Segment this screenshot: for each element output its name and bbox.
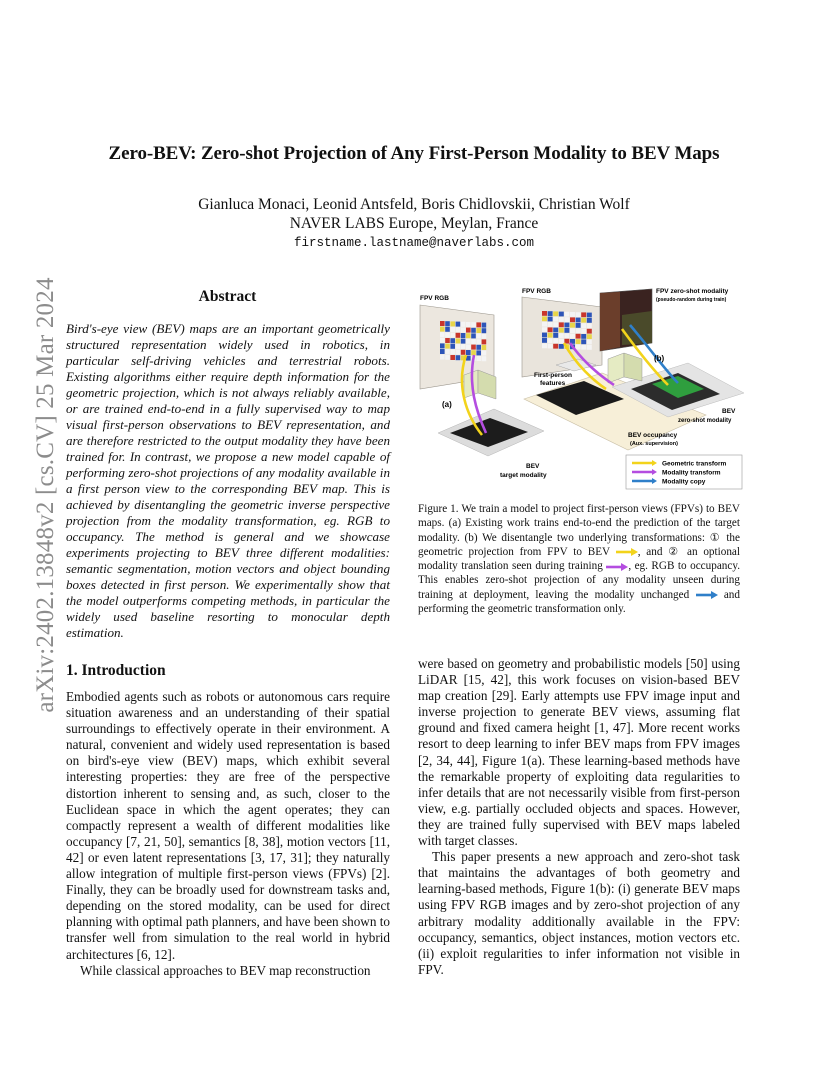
- caption-part-3: , eg. RGB to occupancy. This enables zero-shot projection of any modality unseen during training at deployment, leaving the modality unchanged: [418, 560, 741, 601]
- zero-shot-wall: [600, 292, 620, 351]
- authors: Gianluca Monaci, Leonid Antsfeld, Boris Chidlovskii, Christian Wolf: [198, 196, 630, 213]
- checker-cell: [576, 345, 581, 350]
- checker-cell: [456, 350, 461, 355]
- figure-caption: [418, 502, 740, 616]
- label-aux-supervision: (Aux. supervision): [630, 441, 678, 447]
- checker-cell: [548, 311, 553, 316]
- checker-cell: [476, 339, 481, 344]
- checker-cell: [570, 323, 575, 328]
- checker-cell: [581, 323, 586, 328]
- checker-cell: [471, 328, 476, 333]
- checker-cell: [542, 311, 547, 316]
- checker-cell: [581, 329, 586, 334]
- checker-cell: [587, 323, 592, 328]
- checker-cell: [466, 328, 471, 333]
- checker-cell: [570, 317, 575, 322]
- affiliation: NAVER LABS Europe, Meylan, France: [289, 215, 539, 232]
- checker-cell: [587, 318, 592, 323]
- checker-cell: [471, 322, 476, 327]
- abstract-text: Bird's-eye view (BEV) maps are an important geometrically structured representation widely used in robotics, in particular self-driving vehicles and terrestrial robots. Existing algorithms either require depth information for the geometric projection, which is not always reliably available, or are trained end-to-end in a fully supervised way to map visual first-person observations to BEV representation, and are therefore restricted to the output modality they have been trained for. In contrast, we propose a new model capable of performing zero-shot projections of any modality available in a first person view to the corresponding BEV map. This is achieved by disentangling the geometric inverse perspective projection from the modality transformation, eg. RGB to occupancy. The method is general and we showcase experiments projecting to BEV three different modalities: semantic segmentation, motion vectors and object bounding boxes detected in first person. We experimentally show that the model outperforms competing methods, in particular the widely used baseline resorting to monocular depth estimation.: [66, 321, 390, 640]
- checker-cell: [440, 338, 445, 343]
- checker-cell: [476, 356, 481, 361]
- checker-cell: [466, 339, 471, 344]
- left-column: [66, 689, 390, 979]
- checker-cell: [581, 334, 586, 339]
- checker-cell: [559, 333, 564, 338]
- checker-cell: [482, 345, 487, 350]
- checker-cell: [471, 350, 476, 355]
- label-zero-shot-modality: zero-shot modality: [678, 418, 732, 424]
- checker-cell: [461, 344, 466, 349]
- checker-cell: [576, 334, 581, 339]
- section-heading-introduction: 1. Introduction: [66, 662, 166, 679]
- caption-part-4: and performing the geometric transformation only.: [418, 588, 740, 616]
- label-b: (b): [654, 354, 665, 363]
- purple-arrow-icon: [606, 563, 628, 571]
- label-fpv-rgb-mid: FPV RGB: [522, 288, 551, 295]
- checker-cell: [445, 349, 450, 354]
- checker-cell: [564, 333, 569, 338]
- author-block: [0, 195, 828, 233]
- checker-cell: [559, 312, 564, 317]
- checker-cell: [564, 312, 569, 317]
- caption-part-1: Figure 1. We train a model to project first-person views (FPVs) to BEV maps. (a) Existing work trains end-to-end the prediction of the target modality. (b) We disentangle two underlying transformations: ① the geometric projection from FPV to BEV: [418, 503, 740, 558]
- checker-cell: [456, 355, 461, 360]
- yellow-arrow-icon: [616, 548, 638, 556]
- checker-cell: [581, 312, 586, 317]
- checker-cell: [445, 332, 450, 337]
- checker-cell: [581, 345, 586, 350]
- checker-cell: [548, 333, 553, 338]
- checker-cell: [466, 350, 471, 355]
- checker-cell: [476, 322, 481, 327]
- checker-cell: [542, 327, 547, 332]
- intro-paragraph-2: While classical approaches to BEV map reconstruction: [80, 962, 371, 978]
- checker-cell: [559, 322, 564, 327]
- checker-cell: [570, 312, 575, 317]
- checker-cell: [553, 322, 558, 327]
- checker-cell: [461, 350, 466, 355]
- intro-paragraph-3: were based on geometry and probabilistic models [50] using LiDAR [15, 42], this work focuses on vision-based BEV map creation [29]. Early attempts use FPV image input and inverse projection to generate BEV views, assuming flat ground and fixed camera height [1, 47]. More recent works resort to deep learning to infer BEV maps from FPV images [2, 34, 44], Figure 1(a). These learning-based methods have the remarkable property of exploiting data regularities to infer details that are not necessarily visible from first-person view, e.g. partially occluded objects and spaces. However, they are trained fully supervised with BEV maps labeled with target classes.: [418, 656, 740, 849]
- checker-cell: [440, 321, 445, 326]
- checker-cell: [476, 334, 481, 339]
- checker-cell: [445, 327, 450, 332]
- legend-label: Modality copy: [662, 478, 706, 486]
- checker-cell: [587, 340, 592, 345]
- label-bev-occupancy: BEV occupancy: [628, 432, 678, 439]
- checker-cell: [581, 339, 586, 344]
- checker-cell: [440, 349, 445, 354]
- checker-cell: [466, 344, 471, 349]
- abstract-heading: Abstract: [198, 288, 257, 305]
- checker-cell: [482, 351, 487, 356]
- checker-cell: [440, 343, 445, 348]
- legend-label: Geometric transform: [662, 460, 727, 468]
- checker-cell: [564, 328, 569, 333]
- checker-cell: [542, 316, 547, 321]
- checker-cell: [542, 333, 547, 338]
- paper-title: Zero-BEV: Zero-shot Projection of Any First-Person Modality to BEV Maps: [108, 143, 720, 164]
- checker-cell: [466, 333, 471, 338]
- label-bev-zero: BEV: [722, 408, 736, 415]
- intro-paragraph-4: This paper presents a new approach and zero-shot task that maintains the advantages of both geometry and learning-based methods, Figure 1(b): (i) generate BEV maps using FPV RGB images and by zero-shot projection of any arbitrary modality additionally available in the FPV: occupancy, semantics, object instances, motion vectors etc. (ii) exploit regularities to infer information not visible in FPV.: [418, 849, 740, 977]
- checker-cell: [587, 313, 592, 318]
- label-fpv-rgb-left: FPV RGB: [420, 295, 449, 302]
- checker-cell: [456, 344, 461, 349]
- checker-cell: [587, 329, 592, 334]
- checker-cell: [482, 334, 487, 339]
- checker-cell: [450, 344, 455, 349]
- legend-label: Modality transform: [662, 469, 721, 477]
- checker-cell: [559, 339, 564, 344]
- checker-cell: [445, 355, 450, 360]
- checker-cell: [553, 328, 558, 333]
- email[interactable]: firstname.lastname@naverlabs.com: [293, 236, 535, 250]
- checker-cell: [445, 344, 450, 349]
- checker-cell: [456, 333, 461, 338]
- checker-cell: [564, 317, 569, 322]
- checker-cell: [476, 350, 481, 355]
- checker-cell: [576, 323, 581, 328]
- arxiv-stamp[interactable]: [26, 277, 66, 713]
- checker-cell: [450, 338, 455, 343]
- checker-cell: [476, 345, 481, 350]
- checker-cell: [576, 339, 581, 344]
- checker-cell: [564, 323, 569, 328]
- checker-cell: [440, 355, 445, 360]
- checker-cell: [450, 349, 455, 354]
- checker-cell: [576, 318, 581, 323]
- blue-arrow-icon: [696, 591, 718, 599]
- checker-cell: [542, 322, 547, 327]
- label-first-person: First-person: [534, 372, 572, 379]
- zero-shot-floor: [622, 311, 652, 345]
- checker-cell: [559, 344, 564, 349]
- encoder-right-face: [624, 353, 642, 381]
- checker-cell: [553, 317, 558, 322]
- checker-cell: [553, 311, 558, 316]
- checker-cell: [548, 327, 553, 332]
- checker-cell: [576, 312, 581, 317]
- label-bev-target: BEV: [526, 463, 540, 470]
- checker-cell: [548, 344, 553, 349]
- checker-cell: [548, 317, 553, 322]
- checker-cell: [445, 321, 450, 326]
- figure-1: [416, 285, 744, 490]
- label-a: (a): [442, 400, 452, 409]
- caption-part-2: , and ② an optional modality translation seen during training: [418, 545, 740, 573]
- checker-cell: [456, 327, 461, 332]
- checker-cell: [476, 328, 481, 333]
- checker-cell: [482, 323, 487, 328]
- checker-cell: [466, 322, 471, 327]
- checker-cell: [482, 356, 487, 361]
- checker-cell: [456, 322, 461, 327]
- label-target-modality: target modality: [500, 472, 547, 479]
- checker-cell: [471, 345, 476, 350]
- checker-cell: [482, 339, 487, 344]
- checker-cell: [553, 333, 558, 338]
- checker-cell: [581, 318, 586, 323]
- right-column: [418, 656, 740, 978]
- checker-cell: [440, 332, 445, 337]
- checker-cell: [471, 333, 476, 338]
- label-fpv-zero-shot: FPV zero-shot modality: [656, 288, 729, 295]
- arxiv-id: arXiv:2402.13848v2 [cs.CV] 25 Mar 2024: [32, 277, 59, 713]
- checker-cell: [570, 334, 575, 339]
- intro-paragraph-1: Embodied agents such as robots or autonomous cars require situation awareness and an understanding of their spatial surroundings to effectively operate in their environment. A natural, convenient and widely used representation is based on bird's-eye view (BEV) maps, which exhibit several interesting properties: they are free of the perspective distortion inherent to sensing and, as such, closer to the Euclidean space in which the agent operates; they can compactly represent a wealth of different modalities like occupancy [7, 21, 50], semantics [8, 38], motion vectors [11, 42] or even latent representations [3, 17, 31]; they naturally allow integration of multiple first-person views (FPVs) [2]. Finally, they can be broadly used for downstream tasks and, depending on the stored modality, can be used for direct planning with optimal path planners, and have been shown to transfer well from simulation to the real world in hybrid architectures [6, 12].: [66, 689, 390, 962]
- checker-cell: [548, 322, 553, 327]
- checker-cell: [450, 327, 455, 332]
- checker-cell: [559, 317, 564, 322]
- checker-cell: [445, 338, 450, 343]
- checker-cell: [576, 328, 581, 333]
- checker-cell: [587, 345, 592, 350]
- checker-cell: [570, 328, 575, 333]
- checker-cell: [461, 339, 466, 344]
- checker-cell: [450, 333, 455, 338]
- checker-cell: [553, 344, 558, 349]
- checker-cell: [471, 339, 476, 344]
- checker-cell: [461, 322, 466, 327]
- label-features: features: [540, 380, 566, 387]
- checker-cell: [587, 334, 592, 339]
- checker-cell: [553, 338, 558, 343]
- checker-cell: [542, 343, 547, 348]
- checker-cell: [456, 338, 461, 343]
- encoder-right: [608, 353, 624, 383]
- checker-cell: [461, 333, 466, 338]
- checker-cell: [559, 328, 564, 333]
- checker-cell: [548, 338, 553, 343]
- checker-cell: [542, 338, 547, 343]
- label-pseudo-random: (pseudo-random during train): [656, 297, 727, 303]
- checker-cell: [440, 327, 445, 332]
- checker-cell: [450, 355, 455, 360]
- checker-cell: [461, 327, 466, 332]
- checker-cell: [482, 328, 487, 333]
- checker-cell: [450, 321, 455, 326]
